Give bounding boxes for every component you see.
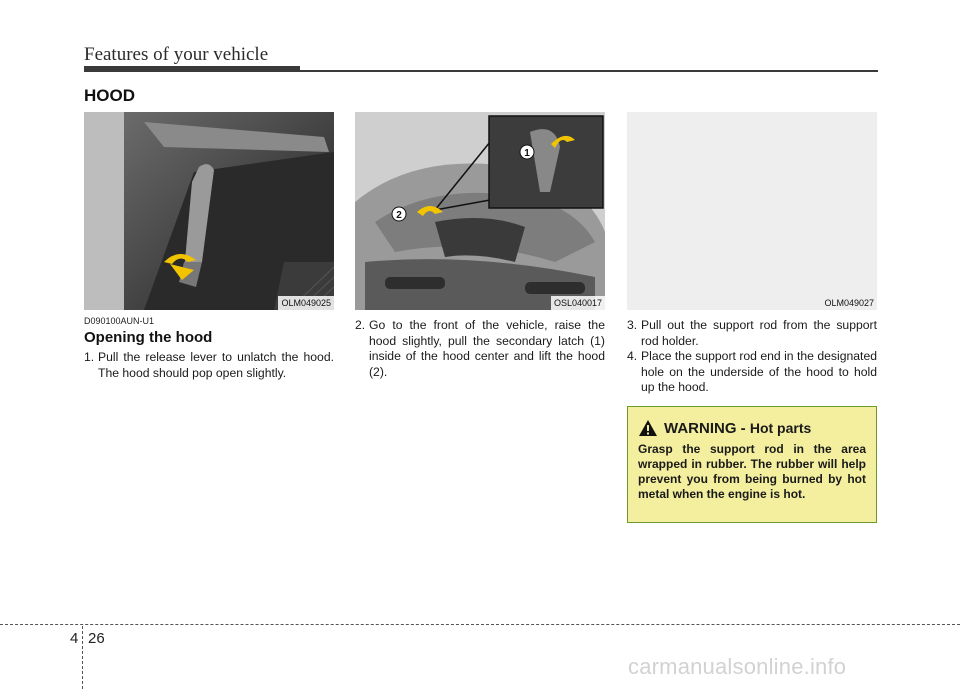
header-rule-thick (84, 66, 300, 72)
step-item (627, 349, 877, 396)
warning-text: Grasp the support rod in the area wrapped in rubber. The rubber will help prevent you from being burned by hot metal when the engine is hot. (638, 442, 866, 501)
step-number: 1. (84, 350, 95, 364)
steps-column-2 (355, 318, 605, 380)
subheading: Opening the hood (84, 329, 213, 346)
warning-header (638, 419, 866, 437)
figure-caption: OLM049027 (824, 298, 874, 308)
header-title: Features of your vehicle (84, 44, 269, 65)
watermark: carmanualsonline.info (628, 654, 847, 679)
footer-rule (0, 624, 960, 625)
step-text: Place the support rod end in the designated hole on the underside of the hood to hold up the hood. (641, 349, 877, 394)
document-code: D090100AUN-U1 (84, 316, 155, 326)
page-number: 26 (88, 630, 105, 647)
step-text: Pull out the support rod from the support rod holder. (641, 318, 877, 348)
figure-secondary-latch (355, 112, 605, 310)
callout-1-label: 1 (524, 148, 530, 159)
step-text: Go to the front of the vehicle, raise the hood slightly, pull the secondary latch (1) inside of the hood center and lift the hood (2). (369, 318, 605, 379)
step-item (355, 318, 605, 380)
step-number: 2. (355, 318, 366, 332)
step-text: Pull the release lever to unlatch the hood. The hood should pop open slightly. (98, 350, 334, 380)
figure-support-rod (627, 112, 877, 310)
steps-column-3 (627, 318, 877, 396)
footer-divider (82, 626, 83, 689)
callout-2-label: 2 (396, 210, 402, 221)
section-title: HOOD (84, 86, 135, 105)
steps-column-1 (84, 350, 334, 381)
warning-box (627, 406, 877, 523)
step-item (84, 350, 334, 381)
warning-subject: Hot parts (749, 419, 812, 436)
step-number: 3. (627, 318, 638, 332)
figure-caption: OSL040017 (551, 296, 605, 310)
header-rule-thin (300, 70, 878, 72)
warning-triangle-icon (638, 419, 658, 437)
car-front-illustration (355, 112, 605, 310)
figure-caption: OLM049025 (278, 296, 334, 310)
warning-label: WARNING - (664, 419, 746, 437)
warning-title (664, 420, 811, 437)
figure-release-lever (84, 112, 334, 310)
step-number: 4. (627, 349, 638, 363)
release-lever-illustration (84, 112, 334, 310)
step-item (627, 318, 877, 349)
chapter-number: 4 (70, 630, 79, 647)
